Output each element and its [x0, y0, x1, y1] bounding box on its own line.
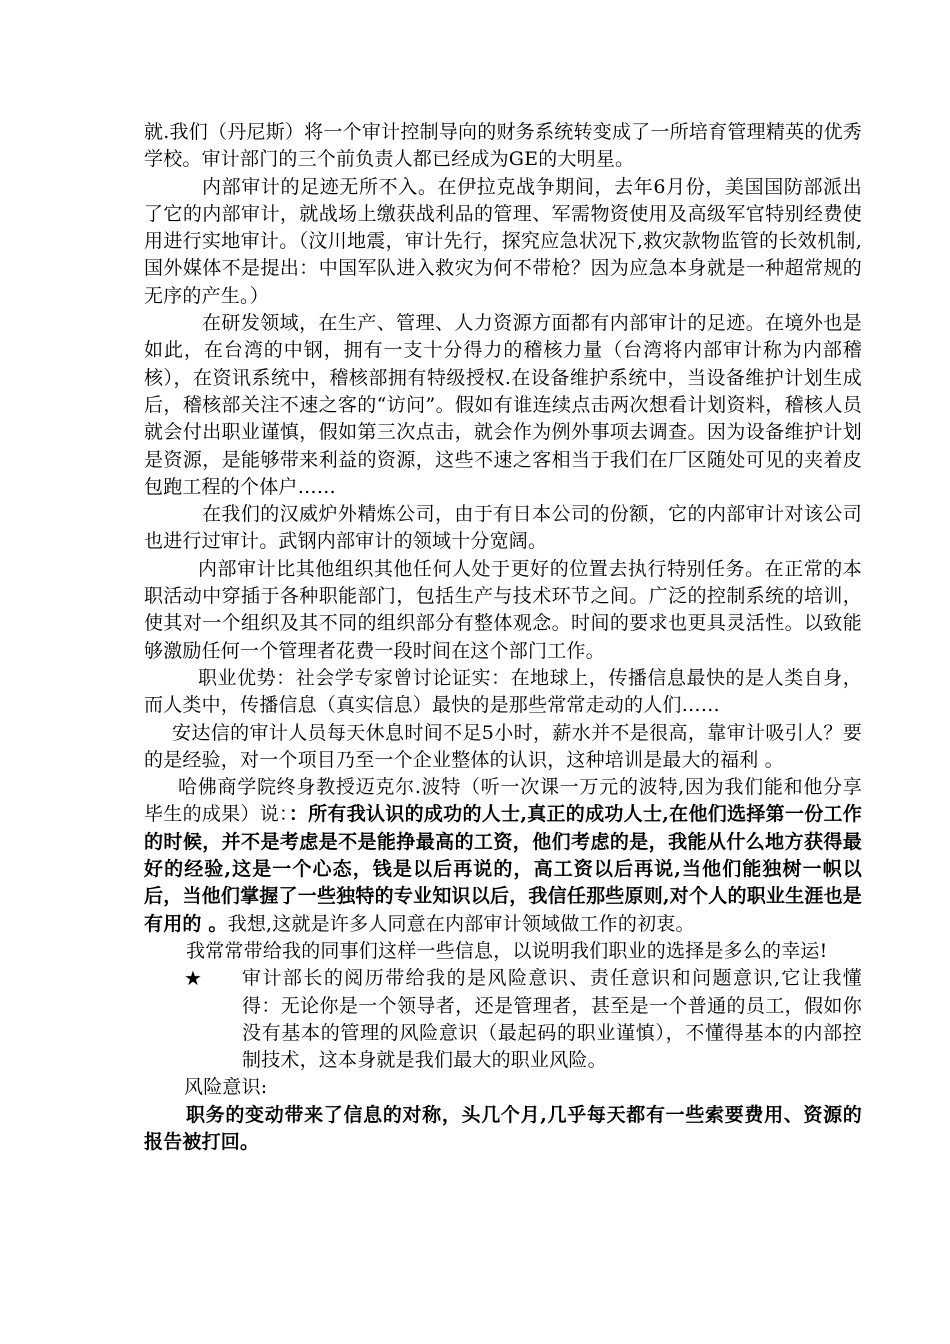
porter-quote-bold: ：所有我认识的成功的人士,真正的成功人士,在他们选择第一份工作的时候，并不是考虑是不是能挣最高的工资，他们考虑的是，我能从什么地方获得最好的经验,这是一个心态，钱是以后再说的，高工资以后再说,当他们能独树一帜以后，当他们掌握了一些独特的专业知识以后，我信任那些原则,对个人的职业生涯也是有用的 。 [144, 803, 862, 935]
paragraph-hanwei: 在我们的汉威炉外精炼公司，由于有日本公司的份额，它的内部审计对该公司也进行过审计。武钢内部审计的领域十分宽阔。 [144, 503, 862, 553]
paragraph-ge-audit: 就.我们（丹尼斯）将一个审计控制导向的财务系统转变成了一所培育管理精英的优秀学校。审计部门的三个前负责人都已经成为GE的大明星。 [144, 121, 862, 171]
star-bullet-text: 审计部长的阅历带给我的是风险意识、责任意识和问题意识,它让我懂得：无论你是一个领导者，还是管理者，甚至是一个普通的员工，假如你没有基本的管理的风险意识（最起码的职业谨慎），不懂得基本的内部控制技术，这本身就是我们最大的职业风险。 [242, 967, 862, 1072]
porter-quote-tail: 我想,这就是许多人同意在内部审计领域做工作的初衷。 [227, 912, 695, 935]
star-bullet-item [184, 965, 862, 1074]
paragraph-rnd-taiwan: 在研发领域，在生产、管理、人力资源方面都有内部审计的足迹。在境外也是如此，在台湾的中钢，拥有一支十分得力的稽核力量（台湾将内部审计称为内部稽核），在资讯系统中，稽核部拥有特级授权.在设备维护系统中，当设备维护计划生成后，稽核部关注不速之客的“访问”。假如有谁连续点击两次想看计划资料，稽核人员就会付出职业谨慎，假如第三次点击，就会作为例外事项去调查。因为设备维护计划是资源，是能够带来利益的资源，这些不速之客相当于我们在厂区随处可见的夹着皮包跑工程的个体户…… [144, 312, 862, 498]
risk-awareness-heading: 风险意识: [184, 1076, 268, 1099]
paragraph-andersen: 安达信的审计人员每天休息时间不足5小时，薪水并不是很高，靠审计吸引人？要的是经验，对一个项目乃至一个企业整体的认识，这种培训是最大的福利 。 [144, 721, 862, 771]
paragraph-career-advantage: 职业优势：社会学专家曾讨论证实：在地球上，传播信息最快的是人类自身，而人类中，传播信息（真实信息）最快的是那些常常走动的人们…… [144, 666, 862, 717]
porter-quote-intro: 哈佛商学院终身教授迈克尔.波特（听一次课一万元的波特,因为我们能和他分享毕生的成果）说： [144, 776, 862, 826]
paragraph-porter-quote [144, 774, 862, 938]
paragraph-info-symmetry: 职务的变动带来了信息的对称，头几个月,几乎每天都有一些索要费用、资源的报告被打回。 [144, 1103, 862, 1153]
star-bullet-icon: ★ [184, 966, 202, 991]
paragraph-audit-footprint: 内部审计的足迹无所不入。在伊拉克战争期间，去年6月份，美国国防部派出了它的内部审计，就战场上缴获战利品的管理、军需物资使用及高级军官特别经费使用进行实地审计。（汶川地震，审计先行，探究应急状况下,救灾款物监管的长效机制,国外媒体不是提出：中国军队进入救灾为何不带枪？因为应急本身就是一种超常规的无序的产生。） [144, 175, 862, 307]
paragraph-colleagues: 我常常带给我的同事们这样一些信息，以说明我们职业的选择是多么的幸运! [186, 939, 828, 962]
paragraph-special-tasks: 内部审计比其他组织其他任何人处于更好的位置去执行特别任务。在正常的本职活动中穿插于各种职能部门，包括生产与技术环节之间。广泛的控制系统的培训，使其对一个组织及其不同的组织部分有整体观念。时间的要求也更具灵活性。以致能够激励任何一个管理者花费一段时间在这个部门工作。 [144, 557, 862, 662]
